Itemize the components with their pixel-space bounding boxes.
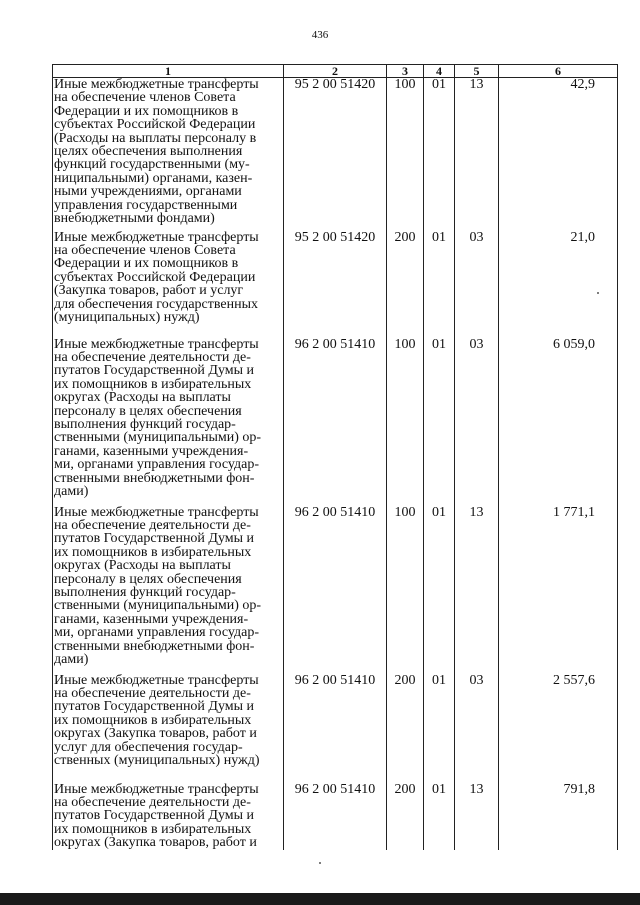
amount-value: 2 557,6	[499, 674, 618, 783]
description-line: выполнения функций государ-	[54, 416, 236, 432]
header-col-3: 3	[387, 65, 424, 78]
target-article-code: 96 2 00 51410	[284, 783, 387, 850]
table-row	[53, 78, 618, 231]
subsection-code: 03	[455, 338, 499, 506]
table-row	[53, 231, 618, 338]
description-line: услуг для обеспечения государ-	[54, 739, 243, 755]
description-line: субъектах Российской Федерации	[54, 269, 256, 285]
header-col-6: 6	[499, 65, 618, 78]
description-line: их помощников в избирательных	[54, 376, 252, 392]
row-description	[53, 783, 284, 850]
description-line: на обеспечение деятельности де-	[54, 794, 251, 810]
expense-type-code: 100	[387, 78, 424, 231]
section-code: 01	[424, 338, 455, 506]
description-line: ственных (муниципальных) нужд)	[54, 752, 260, 768]
description-line: Иные межбюджетные трансферты	[54, 504, 259, 520]
description-line: на обеспечение членов Совета	[54, 242, 236, 258]
description-line: ганами, казенными учреждения-	[54, 611, 249, 627]
amount-value: 6 059,0	[499, 338, 618, 506]
description-line: Иные межбюджетные трансферты	[54, 336, 259, 352]
table-row	[53, 674, 618, 783]
description-line: Федерации и их помощников в	[54, 256, 239, 272]
description-line: их помощников в избирательных	[54, 544, 252, 560]
description-line: путатов Государственной Думы и	[54, 363, 255, 379]
description-line: дами)	[54, 651, 89, 667]
row-description	[53, 674, 284, 783]
description-line: Иные межбюджетные трансферты	[54, 672, 259, 688]
table-row	[53, 783, 618, 850]
scan-speck	[319, 862, 321, 864]
subsection-code: 13	[455, 506, 499, 674]
section-code: 01	[424, 506, 455, 674]
description-line: дами)	[54, 483, 89, 499]
description-line: ми, органами управления государ-	[54, 625, 260, 641]
description-line: (муниципальных) нужд)	[54, 309, 200, 325]
description-line: ниципальными) органами, казен-	[54, 170, 253, 186]
expense-type-code: 100	[387, 338, 424, 506]
description-line: Федерации и их помощников в	[54, 103, 239, 119]
description-line: на обеспечение деятельности де-	[54, 685, 251, 701]
table-row	[53, 506, 618, 674]
description-line: на обеспечение членов Совета	[54, 90, 236, 106]
description-line: ными учреждениями, органами	[54, 184, 242, 200]
row-description	[53, 338, 284, 506]
expense-type-code: 200	[387, 674, 424, 783]
subsection-code: 03	[455, 231, 499, 338]
amount-value: 21,0	[499, 231, 618, 338]
description-line: управления государственными	[54, 197, 238, 213]
description-line: на обеспечение деятельности де-	[54, 517, 251, 533]
amount-value: 1 771,1	[499, 506, 618, 674]
section-code: 01	[424, 674, 455, 783]
description-line: ственными (муниципальными) ор-	[54, 598, 262, 614]
description-line: Иные межбюджетные трансферты	[54, 229, 259, 245]
header-col-5: 5	[455, 65, 499, 78]
target-article-code: 96 2 00 51410	[284, 338, 387, 506]
scan-edge-bar	[0, 893, 640, 905]
description-line: Иные межбюджетные трансферты	[54, 77, 259, 92]
subsection-code: 13	[455, 78, 499, 231]
budget-table	[52, 64, 618, 850]
description-line: путатов Государственной Думы и	[54, 808, 255, 824]
header-row	[53, 65, 618, 78]
subsection-code: 13	[455, 783, 499, 850]
description-line: выполнения функций государ-	[54, 584, 236, 600]
description-line: округах (Закупка товаров, работ и	[54, 726, 257, 742]
description-line: ганами, казенными учреждения-	[54, 443, 249, 459]
description-line: субъектах Российской Федерации	[54, 117, 256, 133]
header-col-1: 1	[53, 65, 284, 78]
section-code: 01	[424, 78, 455, 231]
scan-speck	[597, 292, 599, 294]
description-line: на обеспечение деятельности де-	[54, 349, 251, 365]
description-line: (Закупка товаров, работ и услуг	[54, 283, 244, 299]
description-line: персоналу в целях обеспечения	[54, 403, 242, 419]
description-line: ственными (муниципальными) ор-	[54, 430, 262, 446]
description-line: Иные межбюджетные трансферты	[54, 781, 259, 797]
header-col-2: 2	[284, 65, 387, 78]
description-line: ми, органами управления государ-	[54, 457, 260, 473]
section-code: 01	[424, 231, 455, 338]
section-code: 01	[424, 783, 455, 850]
description-line: их помощников в избирательных	[54, 712, 252, 728]
description-line: путатов Государственной Думы и	[54, 531, 255, 547]
description-line: ственными внебюджетными фон-	[54, 470, 255, 486]
target-article-code: 96 2 00 51410	[284, 506, 387, 674]
description-line: для обеспечения государственных	[54, 296, 258, 312]
expense-type-code: 200	[387, 231, 424, 338]
row-description	[53, 231, 284, 338]
expense-type-code: 100	[387, 506, 424, 674]
row-description	[53, 78, 284, 231]
target-article-code: 96 2 00 51410	[284, 674, 387, 783]
page-number: 436	[311, 29, 329, 41]
subsection-code: 03	[455, 674, 499, 783]
target-article-code: 95 2 00 51420	[284, 231, 387, 338]
description-line: округах (Закупка товаров, работ и	[54, 835, 257, 851]
description-line: (Расходы на выплаты персоналу в	[54, 130, 257, 146]
amount-value: 791,8	[499, 783, 618, 850]
description-line: функций государственными (му-	[54, 157, 250, 173]
description-line: персоналу в целях обеспечения	[54, 571, 242, 587]
row-description	[53, 506, 284, 674]
description-line: округах (Расходы на выплаты	[54, 558, 231, 574]
description-line: округах (Расходы на выплаты	[54, 390, 231, 406]
description-line: внебюджетными фондами)	[54, 211, 215, 227]
description-line: их помощников в избирательных	[54, 821, 252, 837]
description-line: путатов Государственной Думы и	[54, 699, 255, 715]
expense-type-code: 200	[387, 783, 424, 850]
description-line: ственными внебюджетными фон-	[54, 638, 255, 654]
table-row	[53, 338, 618, 506]
amount-value: 42,9	[499, 78, 618, 231]
header-col-4: 4	[424, 65, 455, 78]
target-article-code: 95 2 00 51420	[284, 78, 387, 231]
description-line: целях обеспечения выполнения	[54, 144, 243, 160]
